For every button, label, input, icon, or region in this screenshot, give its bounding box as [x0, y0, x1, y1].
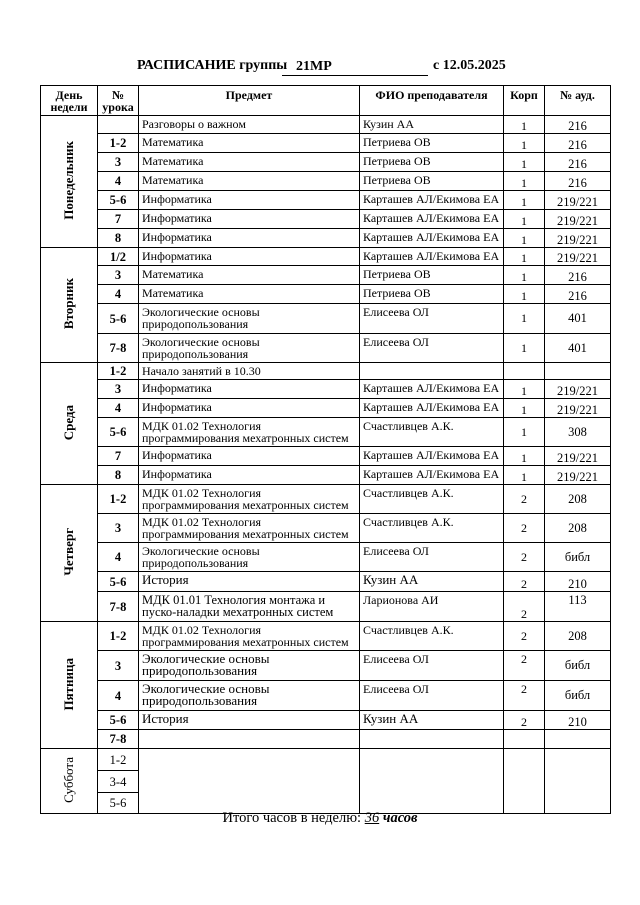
lesson-number: 1/2 [98, 248, 139, 266]
subject: Начало занятий в 10.30 [139, 363, 360, 380]
subject [139, 730, 360, 749]
teacher: Кузин АА [360, 711, 504, 730]
teacher: Ларионова АИ [360, 592, 504, 622]
teacher [360, 730, 504, 749]
lesson-number: 7-8 [98, 334, 139, 363]
lesson-number: 3 [98, 266, 139, 285]
table-row [41, 681, 611, 711]
footer-text: Итого часов в неделю: [222, 810, 362, 826]
subject: Математика [139, 285, 360, 304]
building: 1 [504, 304, 545, 334]
lesson-number: 8 [98, 466, 139, 485]
table-row [41, 285, 611, 304]
subject: МДК 01.02 Технология программирования мехатронных систем [139, 514, 360, 543]
table-row [41, 447, 611, 466]
day-name: Понедельник [61, 141, 76, 220]
teacher: Счастливцев А.К. [360, 485, 504, 514]
lesson-number: 3 [98, 651, 139, 681]
teacher: Карташев АЛ/Екимова ЕА [360, 447, 504, 466]
subject: МДК 01.02 Технология программирования мехатронных систем [139, 418, 360, 447]
building: 2 [504, 485, 545, 514]
lesson-number: 4 [98, 285, 139, 304]
lesson-number: 7-8 [98, 730, 139, 749]
table-row [41, 399, 611, 418]
table-row [41, 730, 611, 749]
subject: Информатика [139, 229, 360, 248]
building [504, 749, 545, 814]
header-subject: Предмет [139, 86, 360, 116]
lesson-number: 5-6 [98, 793, 139, 814]
building: 1 [504, 266, 545, 285]
room: 216 [545, 116, 611, 134]
subject: Экологические основы природопользования [139, 543, 360, 572]
building: 2 [504, 572, 545, 592]
building: 2 [504, 622, 545, 651]
building: 1 [504, 248, 545, 266]
table-row [41, 229, 611, 248]
day-cell [41, 116, 98, 248]
building: 1 [504, 153, 545, 172]
teacher: Петриева ОВ [360, 285, 504, 304]
subject: Математика [139, 172, 360, 191]
room: 219/221 [545, 399, 611, 418]
table-row [41, 116, 611, 134]
table-row [41, 592, 611, 622]
subject: Экологические основы природопользования [139, 334, 360, 363]
room: 219/221 [545, 210, 611, 229]
lesson-number: 3 [98, 153, 139, 172]
teacher [360, 363, 504, 380]
room: 208 [545, 485, 611, 514]
lesson-number: 3 [98, 514, 139, 543]
subject: Математика [139, 266, 360, 285]
teacher: Кузин АА [360, 116, 504, 134]
lesson-number: 5-6 [98, 418, 139, 447]
room: библ [545, 681, 611, 711]
building: 2 [504, 711, 545, 730]
subject: История [139, 711, 360, 730]
day-cell [41, 248, 98, 363]
building: 2 [504, 651, 545, 681]
building [504, 363, 545, 380]
day-cell [41, 749, 98, 814]
subject: Математика [139, 153, 360, 172]
lesson-number: 7 [98, 447, 139, 466]
table-row [41, 266, 611, 285]
teacher: Счастливцев А.К. [360, 622, 504, 651]
room: библ [545, 651, 611, 681]
lesson-number: 1-2 [98, 485, 139, 514]
teacher: Петриева ОВ [360, 266, 504, 285]
day-name: Суббота [61, 757, 76, 803]
subject: Экологические основы природопользования [139, 651, 360, 681]
building [504, 730, 545, 749]
lesson-number: 1-2 [98, 749, 139, 771]
subject: Математика [139, 134, 360, 153]
room: 208 [545, 514, 611, 543]
lesson-number: 7 [98, 210, 139, 229]
teacher: Петриева ОВ [360, 172, 504, 191]
building: 1 [504, 447, 545, 466]
table-row [41, 191, 611, 210]
day-cell [41, 622, 98, 749]
lesson-number: 4 [98, 543, 139, 572]
lesson-number: 4 [98, 681, 139, 711]
table-row [41, 248, 611, 266]
subject: Информатика [139, 380, 360, 399]
lesson-number: 3 [98, 380, 139, 399]
day-name: Вторник [61, 278, 76, 330]
room: 219/221 [545, 248, 611, 266]
lesson-number: 1-2 [98, 134, 139, 153]
teacher: Счастливцев А.К. [360, 418, 504, 447]
building: 1 [504, 116, 545, 134]
lesson-number: 5-6 [98, 191, 139, 210]
room: библ [545, 543, 611, 572]
room: 210 [545, 572, 611, 592]
lesson-number: 7-8 [98, 592, 139, 622]
subject: Информатика [139, 466, 360, 485]
table-row [41, 153, 611, 172]
teacher: Елисеева ОЛ [360, 543, 504, 572]
subject: МДК 01.02 Технология программирования мехатронных систем [139, 622, 360, 651]
building: 1 [504, 466, 545, 485]
schedule-date: с 12.05.2025 [433, 58, 506, 73]
lesson-number: 5-6 [98, 304, 139, 334]
teacher: Карташев АЛ/Екимова ЕА [360, 466, 504, 485]
building: 1 [504, 210, 545, 229]
table-row [41, 622, 611, 651]
subject: Информатика [139, 210, 360, 229]
room: 219/221 [545, 466, 611, 485]
table-row [41, 749, 611, 771]
subject: Информатика [139, 447, 360, 466]
hours-unit: часов [382, 810, 418, 826]
table-row [41, 304, 611, 334]
room [545, 730, 611, 749]
lesson-number: 8 [98, 229, 139, 248]
building: 2 [504, 681, 545, 711]
teacher: Петриева ОВ [360, 153, 504, 172]
subject: Информатика [139, 191, 360, 210]
room: 401 [545, 304, 611, 334]
subject: МДК 01.02 Технология программирования мехатронных систем [139, 485, 360, 514]
table-row [41, 134, 611, 153]
table-row [41, 334, 611, 363]
subject: Информатика [139, 399, 360, 418]
table-row [41, 543, 611, 572]
title-label: РАСПИСАНИЕ группы [137, 58, 288, 73]
lesson-number [98, 116, 139, 134]
room [545, 749, 611, 814]
subject: Экологические основы природопользования [139, 681, 360, 711]
building: 1 [504, 191, 545, 210]
header-room: № ауд. [545, 86, 611, 116]
group-name: 21МР [282, 58, 428, 76]
teacher: Карташев АЛ/Екимова ЕА [360, 210, 504, 229]
teacher: Карташев АЛ/Екимова ЕА [360, 191, 504, 210]
lesson-number: 5-6 [98, 711, 139, 730]
teacher: Карташев АЛ/Екимова ЕА [360, 248, 504, 266]
hours-value: 36 [364, 810, 380, 826]
lesson-number: 5-6 [98, 572, 139, 592]
room: 219/221 [545, 191, 611, 210]
header-teacher: ФИО преподавателя [360, 86, 504, 116]
header-row [41, 86, 611, 116]
table-row [41, 172, 611, 191]
building: 2 [504, 514, 545, 543]
room: 216 [545, 266, 611, 285]
building: 1 [504, 229, 545, 248]
room: 219/221 [545, 229, 611, 248]
building: 1 [504, 285, 545, 304]
teacher [360, 749, 504, 814]
lesson-number: 1-2 [98, 622, 139, 651]
table-row [41, 363, 611, 380]
teacher: Карташев АЛ/Екимова ЕА [360, 229, 504, 248]
table-row [41, 210, 611, 229]
table-row [41, 651, 611, 681]
subject: МДК 01.01 Технология монтажа и пуско-наладки мехатронных систем [139, 592, 360, 622]
table-row [41, 466, 611, 485]
building: 1 [504, 334, 545, 363]
teacher: Елисеева ОЛ [360, 304, 504, 334]
day-cell [41, 363, 98, 485]
lesson-number: 1-2 [98, 363, 139, 380]
subject [139, 749, 360, 814]
header-building: Корп [504, 86, 545, 116]
schedule-table [40, 85, 611, 814]
teacher: Счастливцев А.К. [360, 514, 504, 543]
room: 308 [545, 418, 611, 447]
teacher: Карташев АЛ/Екимова ЕА [360, 380, 504, 399]
room: 216 [545, 134, 611, 153]
room: 208 [545, 622, 611, 651]
teacher: Карташев АЛ/Екимова ЕА [360, 399, 504, 418]
subject: Информатика [139, 248, 360, 266]
room: 210 [545, 711, 611, 730]
teacher: Елисеева ОЛ [360, 334, 504, 363]
building: 1 [504, 418, 545, 447]
table-row [41, 514, 611, 543]
subject: Разговоры о важном [139, 116, 360, 134]
lesson-number: 4 [98, 172, 139, 191]
table-row [41, 418, 611, 447]
building: 1 [504, 380, 545, 399]
day-name: Четверг [61, 528, 76, 576]
day-cell [41, 485, 98, 622]
building: 1 [504, 134, 545, 153]
room: 401 [545, 334, 611, 363]
header-lesson: № урока [98, 86, 139, 116]
day-name: Среда [61, 404, 76, 441]
schedule-title [0, 58, 640, 78]
building: 1 [504, 399, 545, 418]
room: 216 [545, 285, 611, 304]
teacher: Петриева ОВ [360, 134, 504, 153]
weekly-hours-total [0, 810, 640, 827]
header-day: День недели [41, 86, 98, 116]
subject: Экологические основы природопользования [139, 304, 360, 334]
teacher: Елисеева ОЛ [360, 681, 504, 711]
building: 1 [504, 172, 545, 191]
room: 113 [545, 592, 611, 622]
room: 216 [545, 172, 611, 191]
table-row [41, 380, 611, 399]
room [545, 363, 611, 380]
lesson-number: 4 [98, 399, 139, 418]
day-name: Пятница [61, 657, 76, 711]
lesson-number: 3-4 [98, 771, 139, 793]
table-row [41, 572, 611, 592]
table-row [41, 711, 611, 730]
teacher: Кузин АА [360, 572, 504, 592]
room: 219/221 [545, 447, 611, 466]
room: 219/221 [545, 380, 611, 399]
subject: История [139, 572, 360, 592]
table-row [41, 485, 611, 514]
building: 2 [504, 543, 545, 572]
teacher: Елисеева ОЛ [360, 651, 504, 681]
building: 2 [504, 592, 545, 622]
room: 216 [545, 153, 611, 172]
